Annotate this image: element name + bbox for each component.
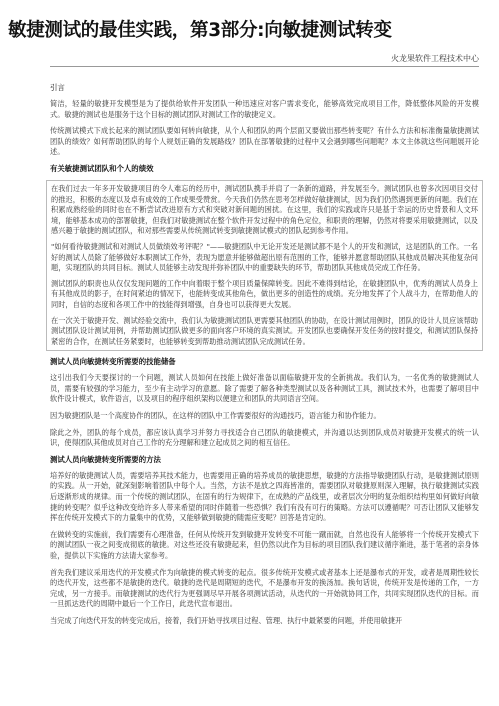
page-title: 敏捷测试的最佳实践，第3部分:向敏捷测试转变 (8, 20, 392, 41)
paragraph-2: 传统测试模式下成长起来的测试团队要如何转向敏捷，从个人和团队的两个层面又要做出那些转变呢？有什么方法和标准衡量敏捷测试团队的绩效？如何帮助团队的每个人规划正确的发展路线？团队在部署敏捷的过程中又会遇到哪些问题呢？本文主体就这些问题展开论述。 (50, 126, 479, 157)
section-heading-performance: 有关敏捷测试团队和个人的绩效 (50, 163, 154, 173)
paragraph-12: 首先我们建议采用迭代的开发模式作为向敏捷的模式转变的起点。很多传统开发模式或者基本上还是瀑布式的开发，或者是周期性较长的迭代开发，这些都不是敏捷的迭代。敏捷的迭代是周期短的迭代，不是瀑布开发的换汤加。换句话说，传统开发是传递的工作，一方完成，另一方接手。而敏捷测试的迭代行为更强调尽早开展各项测试活动，从迭代的一开始就协同工作，共同实现团队迭代的目标。而一旦抓达迭代的周期中最后一个工作日，此迭代宣布退出。 (50, 567, 479, 609)
paragraph-5: 测试团队的职责也从仅仅发现问题的工作中向着眼于整个项目质量保障转变。因此不难得到结论，在敏捷团队中，优秀的测试人员身上有其他成员的影子，在时间紧迫的情况下，也能转变成其他角色，做出更多的创造性的成绩。充分地发挥了个人战斗力，在帮助他人的同时，自信的态度和各项工作中的技能得到增强，自身也可以获得更大发展。 (51, 278, 478, 309)
article-body (50, 80, 479, 633)
author-link[interactable]: 火龙果软件工程技术中心 (391, 54, 479, 63)
paragraph-10: 培养好的敏捷测试人员，需要培养其技术能力，也需要用正确的培养成员的敏捷思想，敏捷的方法指导敏捷团队行动，是敏捷测试原则的实践。从一开始，就深刻影响着团队中每个人。当然，方法不是放之四海皆准的，需要团队对敏捷原则深入理解，执行敏捷测试实践后逐渐形成的规律。而一个传统的测试团队，在固有的行为规律下，在成熟的产品线里，或者层次分明的复杂组织结构里如何做好向敏捷的转变呢？似乎这种改变给许多人带来希望的同时伴随着一些恐惧？我们有没有可行的策略。方法可以遵循呢？可否让团队又能够发挥在传统开发模式下的力量集中的优势，又能够做到敏捷的随需应变呢？回答是肯定的。 (50, 470, 479, 523)
paragraph-8: 因为敏捷团队是一个高度协作的团队，在这样的团队中工作需要很好的沟通技巧，语言能力和协作能力。 (50, 411, 381, 421)
paragraph-1: 简洁，轻量的敏捷开发模型是为了提供给软件开发团队一种迅速应对客户需求变化，能够高效完成项目工作，降低整体风险的开发模式。敏捷的测试也是服务于这个目标的测试团队对测试工作的敏捷定义。 (50, 99, 479, 119)
highlight-box (46, 180, 483, 351)
paragraph-7: 这引出我们今天要探讨的一个问题，测试人员如何在技能上做好准备以面临敏捷开发的全新挑战。我们认为，一名优秀的敏捷测试人员，需要有较强的学习能力，至少有主动学习的意愿。除了需要了解各种类型测试以及各种测试工具，测试技术外，也需要了解项目中软件设计模式，软件语言，以及项目的程序组织架构以便建立和团队的共同语言空间。 (50, 373, 479, 404)
paragraph-13: 当完成了向迭代开发的转变完成后，接着，我们开始寻找项目过程、管理、执行中最紧要的问题，并使用敏捷开 (50, 615, 403, 625)
paragraph-3: 在我们过去一年多开发敏捷项目的令人难忘的经历中，测试团队携手并肩了一条新的道路，并发展至今。测试团队也曾多次因项目交付的推迟，积极的态度以及卓有成效的工作成果受赞赏。今天我们仍然在思考怎样做好敏捷测试，因为我们仍然遇到更新的问题。我们在积累成熟经验的同时也在不断尝试改进原有方式和突破对新问题的困扰。在这里，我们的实践或许只是基于幸运的历史背景和人文环境，能够基本成功的部署敏捷，但我们对敏捷测试在整个软件开发过程中的角色定位，和职责的理解，仍然对将要采用敏捷测试，以及感兴趣于敏捷的测试团队，和对那些需要从传统测试转变到敏捷测试模式的团队起到参考作用。 (51, 183, 478, 236)
section-heading-skills: 测试人员向敏捷转变所需要的技能储备 (50, 357, 176, 367)
paragraph-11: 在做转变的实施前，我们需要有心理准备，任何从传统开发到敏捷开发转变不可能一蹴而就，自然也没有人能够将一个传统开发模式下的测试团队一夜之间变成彻底的敏捷。对这些还没有敏捷起来，但仍然以此作为目标的项目团队我们建议循序渐进，基于笔者的亲身体验，提供以下实施的方法请大家参考。 (50, 529, 479, 560)
title-divider (50, 66, 479, 67)
paragraph-6: 在一次关于敏捷开发、测试经验交流中，我们认为敏捷测试团队更需要其他团队的协助，在设计测试用例时，团队的设计人员应该帮助测试团队设计测试用例，并帮助测试团队做更多的面向客户环境的真实测试。开发团队也要确保开发任务的按时提交，和测试团队保持紧密的合作，在测试任务紧要时，也能够转变到帮助推动测试团队完成测试任务。 (51, 315, 478, 346)
paragraph-4: "如何看待敏捷测试和对测试人员做绩效考评呢？"——敏捷团队中无论开发还是测试都不是个人的开发和测试，这是团队的工作。一名好的测试人员除了能够做好本职测试工作外，表现为愿意并能够做超出原有范围的工作，能够并愿意帮助团队其他成员解决其他复杂问题，实现团队的共同目标。测试人员能够主动发现并弥补团队中的重要缺失的环节，帮助团队其他成员完成工作任务。 (51, 241, 478, 273)
section-heading-methods: 测试人员向敏捷转变所需要的方法 (50, 454, 161, 464)
paragraph-9: 除此之外，团队的每个成员，都应该认真学习并努力寻找适合自己团队的敏捷模式，并沟通以达到团队成员对敏捷开发模式的统一认识，使得团队其他成员对自己工作的充分理解和建立起成员之间的相互信任。 (50, 427, 479, 448)
section-heading-intro: 引言 (50, 83, 65, 92)
